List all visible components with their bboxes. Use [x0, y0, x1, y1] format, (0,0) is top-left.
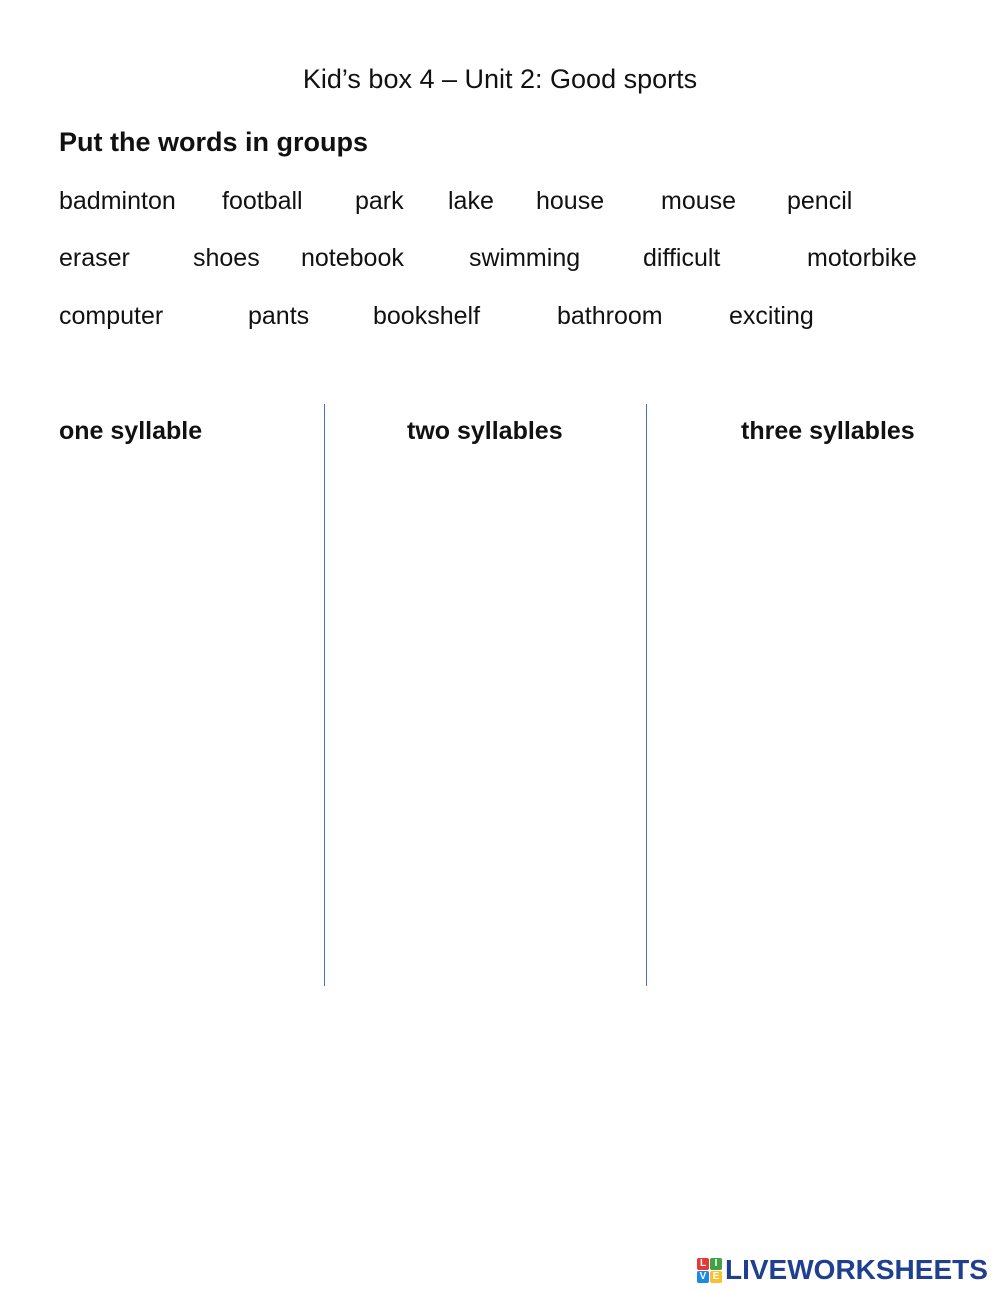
word-card[interactable]: computer	[59, 302, 164, 330]
word-card[interactable]: house	[536, 187, 605, 215]
column-divider	[324, 404, 325, 986]
instruction-heading: Put the words in groups	[59, 127, 368, 157]
liveworksheets-logo	[697, 1254, 988, 1286]
word-card[interactable]: shoes	[193, 244, 260, 272]
word-card[interactable]: football	[222, 187, 303, 215]
word-card[interactable]: mouse	[661, 187, 737, 215]
worksheet-title: Kid’s box 4 – Unit 2: Good sports	[302, 64, 698, 94]
drop-zone-three-syllables[interactable]	[657, 460, 957, 980]
word-card[interactable]: bookshelf	[373, 302, 481, 330]
column-header-two-syllables: two syllables	[407, 417, 563, 445]
word-card[interactable]: swimming	[469, 244, 581, 272]
column-header-one-syllable: one syllable	[59, 417, 203, 445]
word-card[interactable]: bathroom	[557, 302, 663, 330]
liveworksheets-mark-icon	[697, 1258, 722, 1283]
drop-zone-one-syllable[interactable]	[50, 460, 315, 980]
word-card[interactable]: difficult	[643, 244, 721, 272]
word-card[interactable]: exciting	[729, 302, 814, 330]
word-card[interactable]: badminton	[59, 187, 176, 215]
drop-zone-two-syllables[interactable]	[335, 460, 635, 980]
liveworksheets-wordmark: LIVEWORKSHEETS	[725, 1254, 988, 1285]
column-divider	[646, 404, 647, 986]
logo-letter: V	[697, 1271, 709, 1283]
word-card[interactable]: eraser	[59, 244, 130, 272]
column-header-three-syllables: three syllables	[741, 417, 915, 445]
word-card[interactable]: pants	[248, 302, 310, 330]
word-card[interactable]: motorbike	[807, 244, 917, 272]
word-card[interactable]: notebook	[301, 244, 404, 272]
word-card[interactable]: park	[355, 187, 404, 215]
logo-letter: I	[710, 1258, 722, 1270]
logo-letter: E	[710, 1271, 722, 1283]
word-card[interactable]: pencil	[787, 187, 853, 215]
logo-letter: L	[697, 1258, 709, 1270]
word-card[interactable]: lake	[448, 187, 494, 215]
